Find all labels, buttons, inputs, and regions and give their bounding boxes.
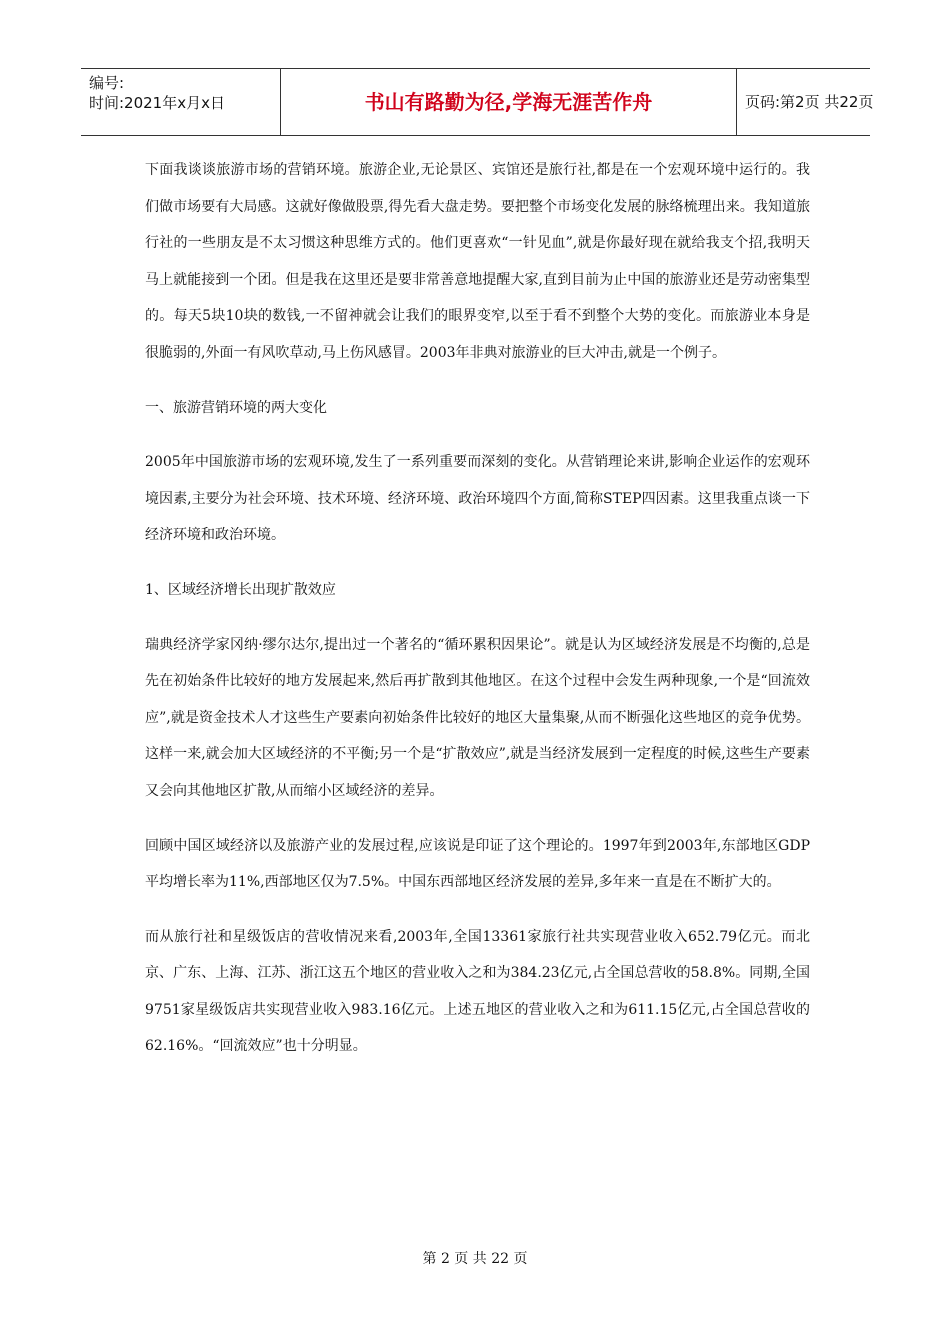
header-page-info: 页码:第2页 共22页 [745, 93, 874, 111]
paragraph-revenue-stats: 而从旅行社和星级饭店的营收情况来看,2003年,全国13361家旅行社共实现营业收入652.79亿元。而北京、广东、上海、江苏、浙江这五个地区的营业收入之和为384.23亿元,占全国总营收的58.8%。同期,全国9751家星级饭店共实现营业收入983.16亿元。上述五地区的营业收入之和为611.15亿元,占全国总营收的62.16%。“回流效应”也十分明显。 [145, 928, 810, 1055]
date-label: 时间:2021年x月x日 [89, 94, 225, 112]
paragraph-myrdal-theory: 瑞典经济学家冈纳·缪尔达尔,提出过一个著名的“循环累积因果论”。就是认为区域经济发展是不均衡的,总是先在初始条件比较好的地方发展起来,然后再扩散到其他地区。在这个过程中会发生两种现象,一个是“回流效应”,就是资金技术人才这些生产要素向初始条件比较好的地区大量集聚,从而不断强化这些地区的竞争优势。这样一来,就会加大区域经济的不平衡;另一个是“扩散效应”,就是当经济发展到一定程度的时候,这些生产要素又会向其他地区扩散,从而缩小区域经济的差异。 [145, 636, 810, 799]
page-footer: 第 2 页 共 22 页 [422, 1251, 528, 1267]
page-header [81, 68, 874, 136]
header-motto: 书山有路勤为径,学海无涯苦作舟 [281, 69, 737, 135]
serial-label: 编号: [89, 74, 125, 92]
section-heading-1: 一、旅游营销环境的两大变化 [145, 399, 327, 416]
header-meta [81, 69, 281, 135]
document-body [145, 152, 810, 1083]
subsection-heading-1: 1、区域经济增长出现扩散效应 [145, 581, 336, 598]
paragraph-regional-review: 回顾中国区域经济以及旅游产业的发展过程,应该说是印证了这个理论的。1997年到2003年,东部地区GDP平均增长率为11%,西部地区仅为7.5%。中国东西部地区经济发展的差异,多年来一直是在不断扩大的。 [145, 837, 810, 891]
paragraph-macro-environment: 2005年中国旅游市场的宏观环境,发生了一系列重要而深刻的变化。从营销理论来讲,影响企业运作的宏观环境因素,主要分为社会环境、技术环境、经济环境、政治环境四个方面,简称STEP四因素。这里我重点谈一下经济环境和政治环境。 [145, 454, 810, 544]
paragraph-intro: 下面我谈谈旅游市场的营销环境。旅游企业,无论景区、宾馆还是旅行社,都是在一个宏观环境中运行的。我们做市场要有大局感。这就好像做股票,得先看大盘走势。要把整个市场变化发展的脉络梳理出来。我知道旅行社的一些朋友是不太习惯这种思维方式的。他们更喜欢“一针见血”,就是你最好现在就给我支个招,我明天马上就能接到一个团。但是我在这里还是要非常善意地提醒大家,直到目前为止中国的旅游业还是劳动密集型的。每天5块10块的数钱,一不留神就会让我们的眼界变窄,以至于看不到整个大势的变化。而旅游业本身是很脆弱的,外面一有风吹草动,马上伤风感冒。2003年非典对旅游业的巨大冲击,就是一个例子。 [145, 162, 810, 361]
